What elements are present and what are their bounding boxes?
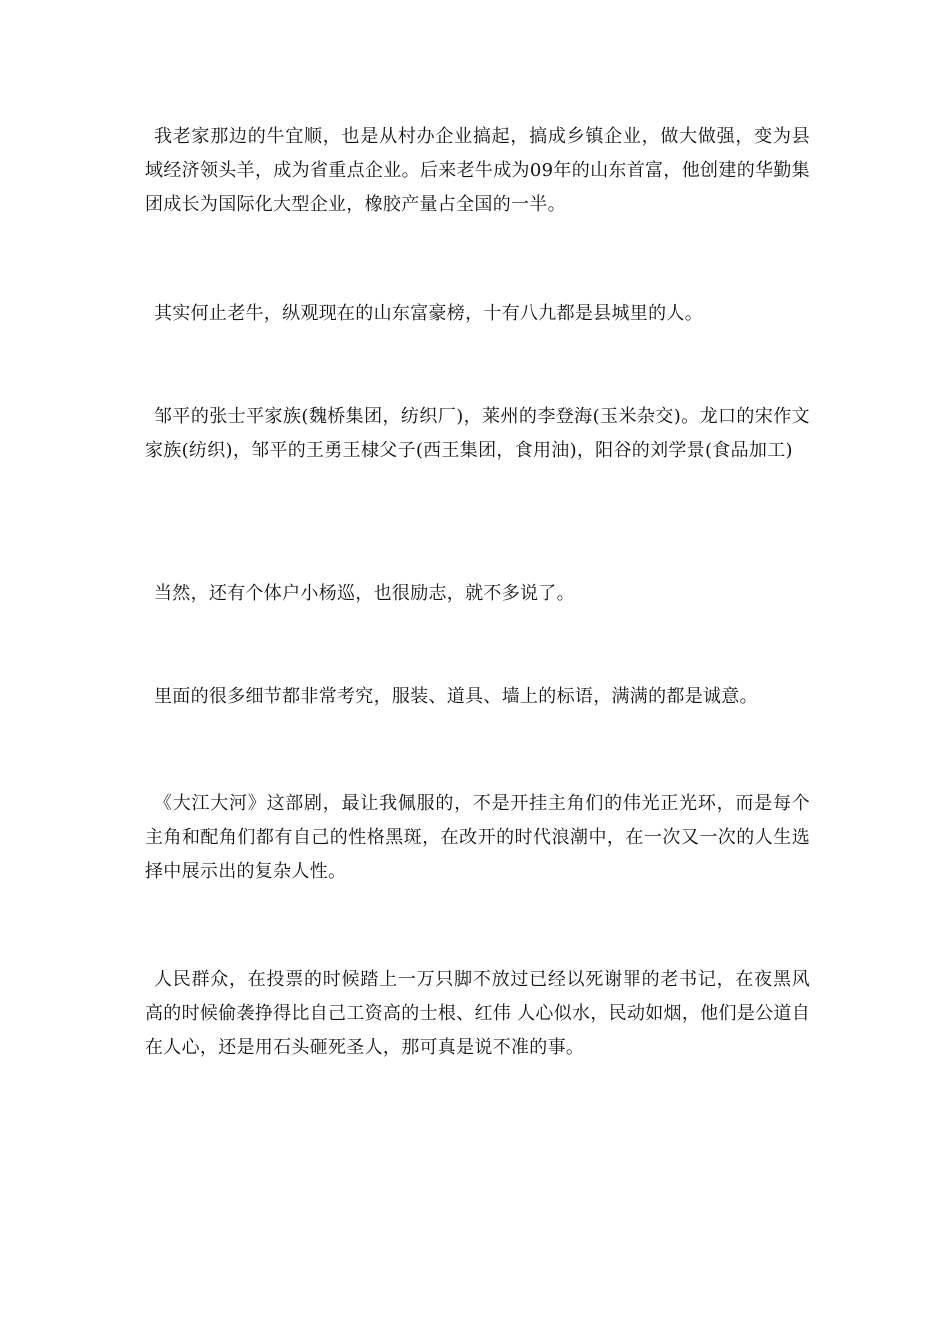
paragraph-niu-yishun: 我老家那边的牛宜顺，也是从村办企业搞起，搞成乡镇企业，做大做强，变为县域经济领头羊，成为省重点企业。后来老牛成为09年的山东首富，他创建的华勤集团成长为国际化大型企业，橡胶产量占全国的一半。: [145, 126, 810, 215]
paragraph-details: 里面的很多细节都非常考究，服装、道具、墙上的标语，满满的都是诚意。: [154, 686, 758, 707]
paragraph-drama-review: 《大江大河》这部剧，最让我佩服的，不是开挂主角们的伟光正光环，而是每个主角和配角们都有自己的性格黑斑，在改开的时代浪潮中，在一次又一次的人生选择中展示出的复杂人性。: [145, 793, 810, 882]
paragraph-human-nature: 人民群众，在投票的时候踏上一万只脚不放过已经以死谢罪的老书记，在夜黑风高的时候偷袭挣得比自己工资高的士根、红伟 人心似水，民动如烟，他们是公道自在人心，还是用石头砸死圣人，那可真是说不准的事。: [145, 969, 810, 1058]
paragraph-yang-xun: 当然，还有个体户小杨巡，也很励志，就不多说了。: [154, 583, 575, 604]
paragraph-family-examples: 邹平的张士平家族(魏桥集团，纺织厂)，莱州的李登海(玉米杂交)。龙口的宋作文家族(纺织)，邹平的王勇王棣父子(西王集团，食用油)，阳谷的刘学景(食品加工): [145, 406, 810, 461]
paragraph-shandong-rich-list: 其实何止老牛，纵观现在的山东富豪榜，十有八九都是县城里的人。: [154, 303, 703, 324]
